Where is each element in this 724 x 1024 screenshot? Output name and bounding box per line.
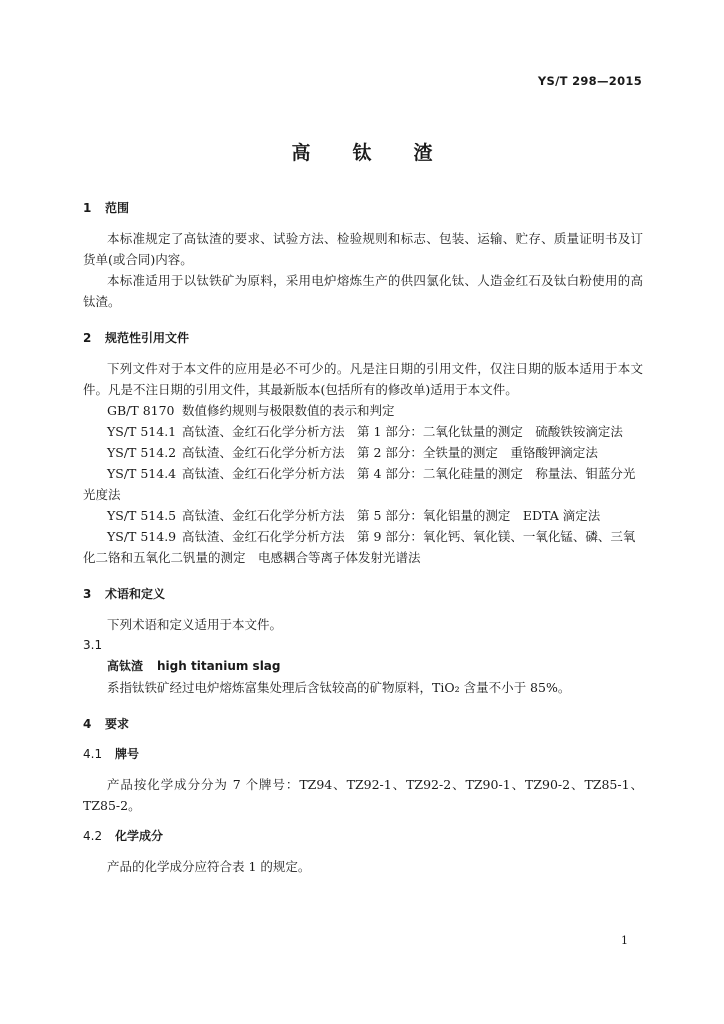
section-title: 要求 [105,717,130,731]
document-title: 高钛渣 [291,142,475,164]
reference-item [83,505,643,526]
section-title: 规范性引用文件 [105,331,190,345]
term-number: 3.1 [83,638,103,652]
reference-item [83,421,643,442]
section-3-heading [83,584,643,604]
term-entry [83,655,643,677]
reference-item [83,400,643,421]
reference-title: 高钛渣、金红石化学分析方法 第 1 部分：二氧化钛量的测定 硫酸铁铵滴定法 [182,424,623,439]
section-4-heading [83,714,643,734]
reference-item [83,463,643,505]
section-2-heading [83,328,643,348]
composition-paragraph: 产品的化学成分应符合表 1 的规定。 [107,859,311,874]
section-number: 1 [83,201,92,215]
subsection-number: 4.2 [83,829,103,843]
reference-item [83,442,643,463]
section-title: 术语和定义 [105,587,166,601]
reference-code: YS/T 514.2 [107,445,177,460]
scope-paragraph-1: 本标准规定了高钛渣的要求、试验方法、检验规则和标志、包装、运输、贮存、质量证明书及订货单(或合同)内容。 [83,231,643,267]
subsection-title: 化学成分 [115,829,164,843]
terms-intro: 下列术语和定义适用于本文件。 [107,617,283,632]
section-1-heading [83,198,643,218]
term-english: high titanium slag [157,659,281,673]
section-number: 2 [83,331,92,345]
reference-title: 高钛渣、金红石化学分析方法 第 2 部分：全铁量的测定 重铬酸钾滴定法 [182,445,598,460]
reference-title: 高钛渣、金红石化学分析方法 第 4 部分：二氧化硅量的测定 称量法、钼蓝分光光度法 [83,466,636,502]
reference-item [83,526,643,568]
subsection-4-1-heading [83,744,643,764]
reference-title: 高钛渣、金红石化学分析方法 第 5 部分：氧化铝量的测定 EDTA 滴定法 [182,508,601,523]
term-definition: 系指钛铁矿经过电炉熔炼富集处理后含钛较高的矿物原料，TiO₂ 含量不小于 85%。 [107,680,571,695]
reference-code: YS/T 514.5 [107,508,177,523]
reference-code: YS/T 514.4 [107,466,177,481]
term-chinese: 高钛渣 [107,659,144,673]
document-body [83,198,643,877]
subsection-number: 4.1 [83,747,103,761]
reference-title: 高钛渣、金红石化学分析方法 第 9 部分：氧化钙、氧化镁、一氧化锰、磷、三氧化二铬和五氧化二钒量的测定 电感耦合等离子体发射光谱法 [83,529,636,565]
page-number: 1 [621,934,628,947]
reference-code: GB/T 8170 [107,403,175,418]
section-number: 3 [83,587,92,601]
reference-title: 数值修约规则与极限数值的表示和判定 [182,403,395,418]
standard-code: YS/T 298—2015 [537,74,642,88]
section-number: 4 [83,717,92,731]
scope-paragraph-2: 本标准适用于以钛铁矿为原料，采用电炉熔炼生产的供四氯化钛、人造金红石及钛白粉使用的高钛渣。 [83,273,643,309]
grades-paragraph: 产品按化学成分分为 7 个牌号：TZ94、TZ92-1、TZ92-2、TZ90-1、TZ90-2、TZ85-1、TZ85-2。 [83,777,643,813]
reference-code: YS/T 514.9 [107,529,177,544]
subsection-4-2-heading [83,826,643,846]
references-intro: 下列文件对于本文件的应用是必不可少的。凡是注日期的引用文件，仅注日期的版本适用于本文件。凡是不注日期的引用文件，其最新版本(包括所有的修改单)适用于本文件。 [83,361,643,397]
section-title: 范围 [105,201,130,215]
subsection-title: 牌号 [115,747,140,761]
reference-code: YS/T 514.1 [107,424,177,439]
